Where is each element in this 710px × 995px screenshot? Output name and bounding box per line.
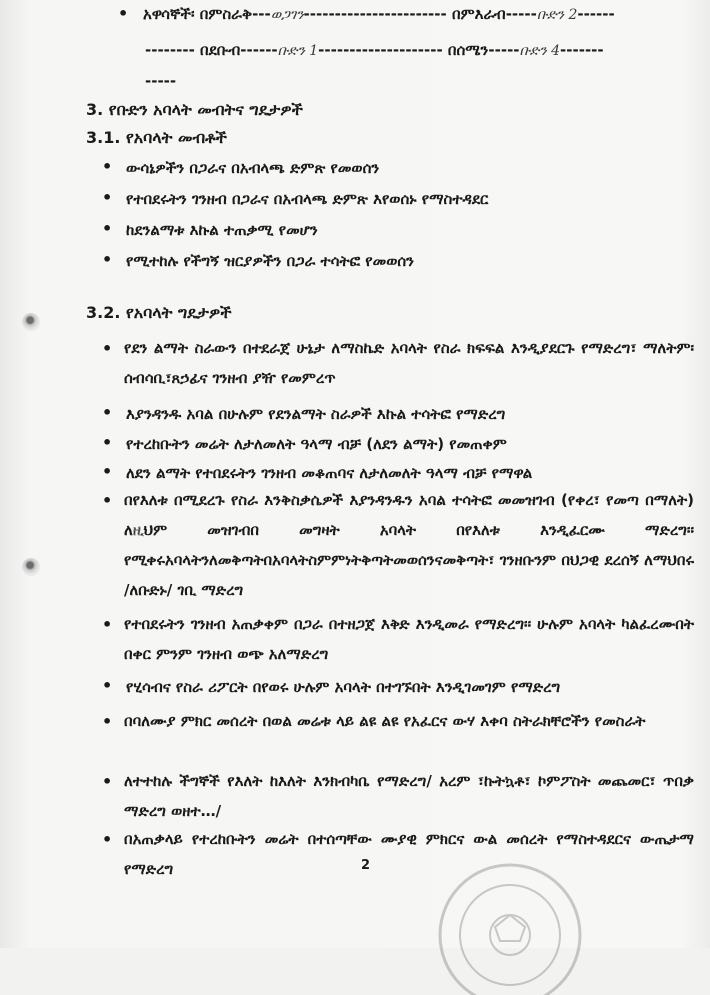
duties-item-6: የተበደሩትን ገንዘብ አጠቃቀም በጋራ በተዘጋጀ እቅድ እንዲመራ የማድረግ፡፡ ሁሉም አባላት ካልፈረሙበት በቀር ምንም ገንዘብ ወጭ አለማድረግ: [124, 615, 694, 663]
duties-item-1: የደን ልማት ስራውን በተደራጀ ሁኔታ ለማስኬድ አባላት የስራ ክፍፍል እንዲያደርጉ የማድረግ፣ ማለትም፡ ሰብሳቢ፣ጸኃፊና ገንዘብ ያዥ የመምረጥ: [124, 339, 694, 387]
duties-item-9: ለተተከሉ ችግኞች የእለት ከእለት እንክብካቤ የማድረግ/ አረም ፣ኩትኳቶ፣ ኮምፖስት መጨመር፣ ጥበቃ ማድረግ ወዘተ…/: [124, 772, 694, 820]
bullet-icon: •: [102, 830, 113, 849]
section-3-title: 3. የቡድን አባላት መብትና ግዴታዎች: [86, 100, 303, 119]
west-handwritten: ቡድን 2: [536, 7, 578, 23]
east-handwritten: ወጋገን: [270, 7, 304, 23]
rights-item-1: ውሳኔዎችን በጋራና በአብላጫ ድምጽ የመወሰን: [126, 159, 380, 177]
bullet-icon: •: [102, 712, 113, 731]
bullet-icon: •: [102, 188, 113, 207]
duties-item-3: የተረከቡትን መሬት ለታለመለት ዓላማ ብቻ (ለደን ልማት) የመጠቀም: [126, 435, 507, 453]
punch-hole-top: [22, 313, 40, 331]
bullet-icon: •: [102, 219, 113, 238]
assessors-trailing: -----: [145, 72, 177, 90]
section-3-2-number: 3.2.: [86, 303, 121, 322]
south-label: በደቡብ: [200, 41, 241, 59]
bullet-icon: •: [102, 433, 113, 452]
north-handwritten: ቡድን 4: [519, 43, 561, 59]
punch-hole-bottom: [22, 558, 40, 576]
section-3-2-title: የአባላት ግዴታዎች: [126, 303, 232, 322]
bullet-icon: •: [102, 250, 113, 269]
assessors-line-1: አዋሳኞች፡ በምስራቅ---ወጋገን----------------------- በምእራብ-----ቡድን 2------: [143, 5, 615, 23]
rights-item-4: የሚተከሉ የችግኝ ዝርያዎችን በጋራ ተሳትፎ የመወሰን: [126, 252, 415, 270]
section-3-1-title: የአባላት መብቶች: [126, 128, 227, 147]
duties-item-4: ለደን ልማት የተበደሩትን ገንዘብ መቆጠባና ለታለመለት ዓላማ ብቻ የማዋል: [126, 464, 533, 482]
assessors-prefix: አዋሳኞች፡ በምስራቅ: [143, 5, 253, 23]
bullet-icon: •: [102, 462, 113, 481]
bullet-icon: •: [102, 491, 113, 510]
bullet-icon: •: [102, 403, 113, 422]
bullet-icon: •: [102, 676, 113, 695]
assessors-line-2: -------- በደቡብ------ቡድን 1-------------------- በሰሜን-----ቡድን 4-------: [145, 41, 604, 59]
page-number: 2: [361, 858, 371, 873]
section-3-1-number: 3.1.: [86, 128, 121, 147]
rights-item-2: የተበደሩትን ገንዘብ በጋራና በአብላጫ ድምጽ እየወሰኑ የማስተዳደር: [126, 190, 489, 208]
official-stamp-icon: [395, 815, 635, 995]
duties-item-7: የሂሳብና የስራ ሪፖርት በየወሩ ሁሉም አባላት በተገኙበት እንዲገመገም የማድረግ: [126, 678, 561, 696]
duties-item-5: በየእለቱ በሚደረጉ የስራ እንቅስቃሴዎች እያንዳንዱን አባል ተሳትፎ መመዝገብ (የቀረ፣ የመጣ በማለት) ለዚህም መዝገብበ መግዛት አባላት በየእለቱ እንዲፈርሙ ማድረግ፡፡ የሚቀሩአባላትንለመቅጣትበአባላትስምምነትቅጣትመወሰንናመቅጣት፣ ገንዘቡንም በህጋዊ ደረሰኝ ለማህበሩ /ለቡድኑ/ ገቢ ማድረግ: [124, 491, 694, 599]
south-handwritten: ቡድን 1: [277, 43, 319, 59]
bullet-icon: •: [102, 772, 113, 791]
duties-item-8: በባለሙያ ምክር መሰረት በወል መሬቱ ላይ ልዩ ልዩ የአፈርና ውሃ እቀባ ስትራክቸሮችን የመስራት: [124, 712, 646, 730]
bullet-icon: •: [102, 157, 113, 176]
rights-item-3: ከደንልማቱ እኩል ተጠቃሚ የመሆን: [126, 221, 318, 239]
north-label: በሰሜን: [447, 41, 489, 59]
bullet-icon: •: [102, 615, 113, 634]
west-label: በምእራብ: [451, 5, 506, 23]
duties-item-2: እያንዳንዱ አባል በሁሉም የደንልማት ስራዎች እኩል ተሳትፎ የማድረግ: [126, 405, 506, 423]
bullet-icon: •: [118, 4, 129, 23]
duties-item-10: በአጠቃላይ የተረከቡትን መሬት በተሰጣቸው ሙያዊ ምክርና ውል መሰረት የማስተዳደርና ውጤታማ የማድረግ: [124, 830, 694, 878]
bullet-icon: •: [102, 339, 113, 358]
